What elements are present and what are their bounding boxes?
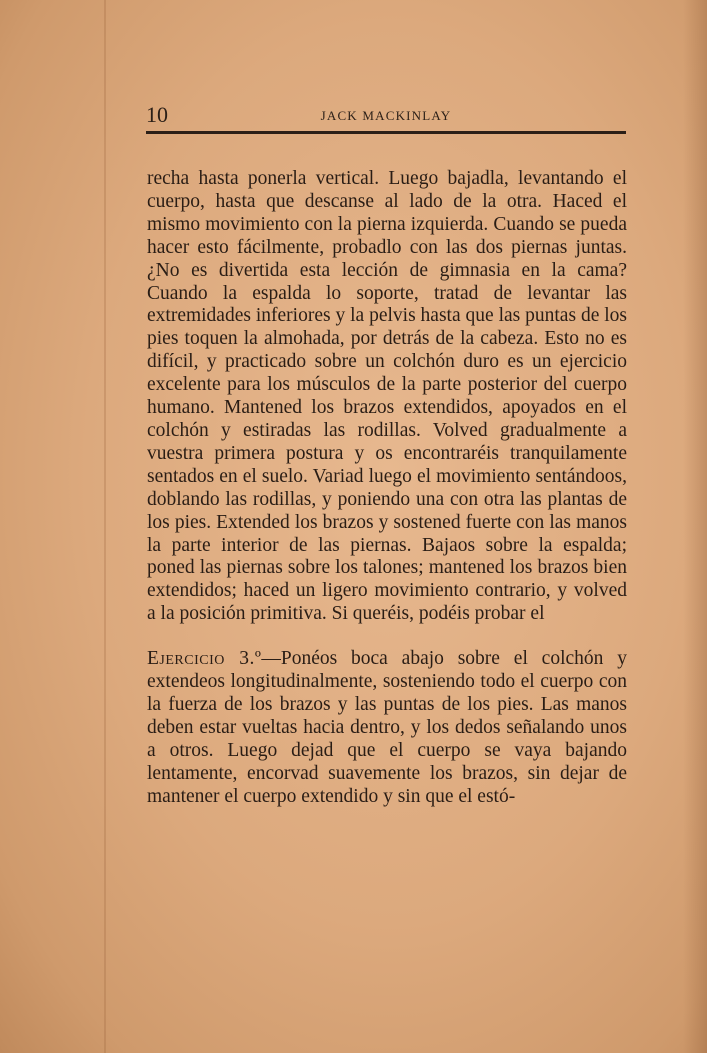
running-title: JACK MACKINLAY xyxy=(320,108,452,123)
body-text xyxy=(147,168,627,808)
exercise-heading: Ejercicio 3.º xyxy=(147,648,262,670)
page-number: 10 xyxy=(146,102,168,127)
paragraph-2 xyxy=(147,648,627,808)
running-head xyxy=(146,101,626,129)
paragraph-1: recha hasta ponerla vertical. Luego bajadla, levantando el cuerpo, hasta que descanse al lado de la otra. Haced el mismo movimiento con la pierna izquierda. Cuando se pueda hacer esto fácilmente, probadlo con las dos piernas juntas. ¿No es divertida esta lección de gimnasia en la cama? Cuando la espalda lo soporte, tratad de levantar las extremidades inferiores y la pelvis hasta que las puntas de los pies toquen la almohada, por detrás de la cabeza. Esto no es difícil, y practicado sobre un colchón duro es un ejercicio excelente para los músculos de la parte posterior del cuerpo humano. Mantened los brazos extendidos, apoyados en el colchón y estiradas las rodillas. Volved gradualmente a vuestra primera postura y os encontraréis tranquilamente sentados en el suelo. Variad luego el movimiento sentándoos, doblando las rodillas, y poniendo una con otra las plantas de los pies. Extended los brazos y sostened fuerte con las manos la parte interior de las piernas. Bajaos sobre la espalda; poned las piernas sobre los talones; mantened los brazos bien extendidos; haced un ligero movimiento contrario, y volved a la posición primitiva. Si queréis, podéis probar el xyxy=(147,168,627,625)
paragraph-2-text: —Ponéos boca abajo sobre el colchón y extendeos longitudinalmente, sosteniendo todo el cuerpo con la fuerza de los brazos y las puntas de los pies. Las manos deben estar vueltas hacia dentro, y los dedos señalando unos a otros. Luego dejad que el cuerpo se vaya bajando lentamente, encorvad suavemente los brazos, sin dejar de mantener el cuerpo extendido y sin que el estó- xyxy=(147,648,627,807)
header-rule xyxy=(146,131,626,134)
